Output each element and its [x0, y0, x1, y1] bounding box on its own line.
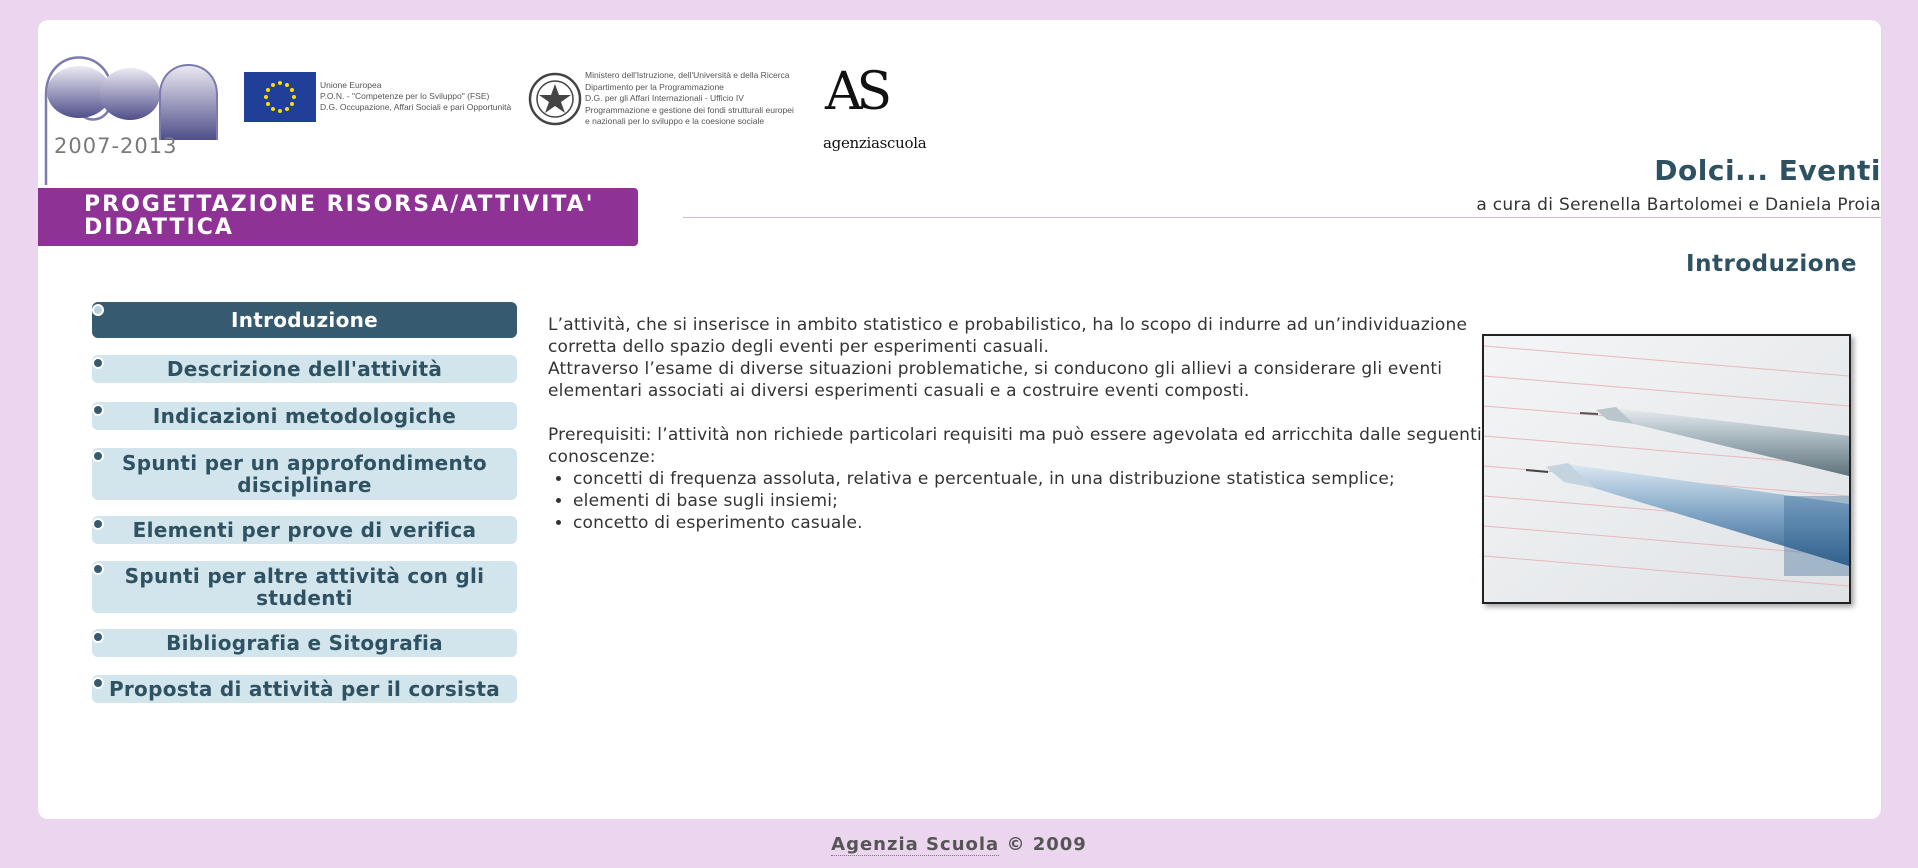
nav-item-label: Descrizione dell'attività [166, 357, 443, 381]
bullet-icon [92, 677, 104, 689]
eu-text-line: Unione Europea [320, 80, 382, 90]
bullet-icon [92, 563, 104, 575]
eu-text-line: P.O.N. - "Competenze per lo Sviluppo" (FSE) [320, 91, 490, 101]
page-container [38, 20, 1881, 819]
intro-paragraph: Attraverso l’esame di diverse situazioni problematiche, si conducono gli allievi a considerare gli eventi elementari associati ai diversi esperimenti casuali e a costruire eventi composti. [548, 359, 1443, 401]
nav-item-introduzione[interactable] [92, 302, 517, 338]
nav-item-label: Elementi per prove di verifica [132, 518, 477, 542]
nav-item-label: Spunti per un approfondimento disciplinare [122, 451, 487, 497]
header-divider [683, 217, 1881, 218]
eu-flag-icon [244, 72, 316, 122]
intro-paragraph: L’attività, che si inserisce in ambito statistico e probabilistico, ha lo scopo di indurre ad un’individuazione corretta dello spazio degli eventi per esperimenti casuali. [548, 315, 1468, 357]
bullet-icon [92, 304, 104, 316]
nav-item-label: Introduzione [230, 308, 379, 332]
nav-item-label: Bibliografia e Sitografia [166, 631, 443, 655]
prerequisites-list [548, 468, 1498, 534]
ministry-text-line: Programmazione e gestione dei fondi strutturali europei [585, 104, 794, 115]
agenzia-scuola-logo [820, 62, 930, 162]
nav-item-bibliografia[interactable] [92, 629, 517, 657]
ministry-text-line: Dipartimento per la Programmazione [585, 81, 724, 92]
nav-item-verifica[interactable] [92, 516, 517, 544]
list-item: • elementi di base sugli insiemi; [573, 490, 1498, 512]
bullet-icon [92, 631, 104, 643]
nav-item-approfondimento[interactable] [92, 448, 517, 500]
bullet-icon [92, 357, 104, 369]
bullet-icon [92, 404, 104, 416]
footer-link[interactable]: Agenzia Scuola [831, 834, 1000, 855]
pon-years: 2007-2013 [54, 134, 178, 158]
nav-item-altre-attivita[interactable] [92, 561, 517, 613]
footer-copyright: © 2009 [999, 834, 1087, 855]
nav-item-descrizione[interactable] [92, 355, 517, 383]
ministry-emblem-icon [527, 68, 583, 130]
ministry-text-line: D.G. per gli Affari Internazionali - Ufficio IV [585, 93, 744, 103]
nav-item-proposta[interactable] [92, 675, 517, 703]
ministry-logo-text [585, 70, 835, 128]
site-title: Dolci... Eventi [1654, 154, 1881, 187]
prerequisites-paragraph: Prerequisiti: l’attività non richiede particolari requisiti ma può essere agevolata ed arricchita dalle seguenti conoscenze: [548, 425, 1482, 467]
nav-item-indicazioni[interactable] [92, 402, 517, 430]
nav-item-label: Indicazioni metodologiche [152, 404, 457, 428]
eu-logo-text [320, 80, 535, 113]
section-title: PROGETTAZIONE RISORSA/ATTIVITA' DIDATTICA [84, 192, 595, 240]
list-item: • concetti di frequenza assoluta, relativa e percentuale, in una distribuzione statistica semplice; [573, 468, 1498, 490]
list-item: • concetto di esperimento casuale. [573, 512, 1498, 534]
nav-item-label: Spunti per altre attività con gli studenti [124, 564, 485, 610]
as-mark: AS [825, 62, 887, 122]
as-wordmark: agenziascuola [823, 134, 927, 152]
ministry-text-line: e nazionali per lo sviluppo e la coesione sociale [585, 116, 765, 126]
main-content [548, 314, 1498, 534]
page-heading: Introduzione [1686, 251, 1857, 277]
authors-credit: a cura di Serenella Bartolomei e Daniela Proia [1476, 195, 1881, 215]
ministry-text-line: Ministero dell'Istruzione, dell'Università e della Ricerca [585, 70, 790, 80]
eu-text-line: D.G. Occupazione, Affari Sociali e pari Opportunità [320, 102, 512, 112]
footer [0, 834, 1918, 855]
bullet-icon [92, 450, 104, 462]
pens-photo [1482, 334, 1851, 604]
pon-logo [42, 50, 222, 185]
nav-item-label: Proposta di attività per il corsista [108, 677, 501, 701]
bullet-icon [92, 518, 104, 530]
